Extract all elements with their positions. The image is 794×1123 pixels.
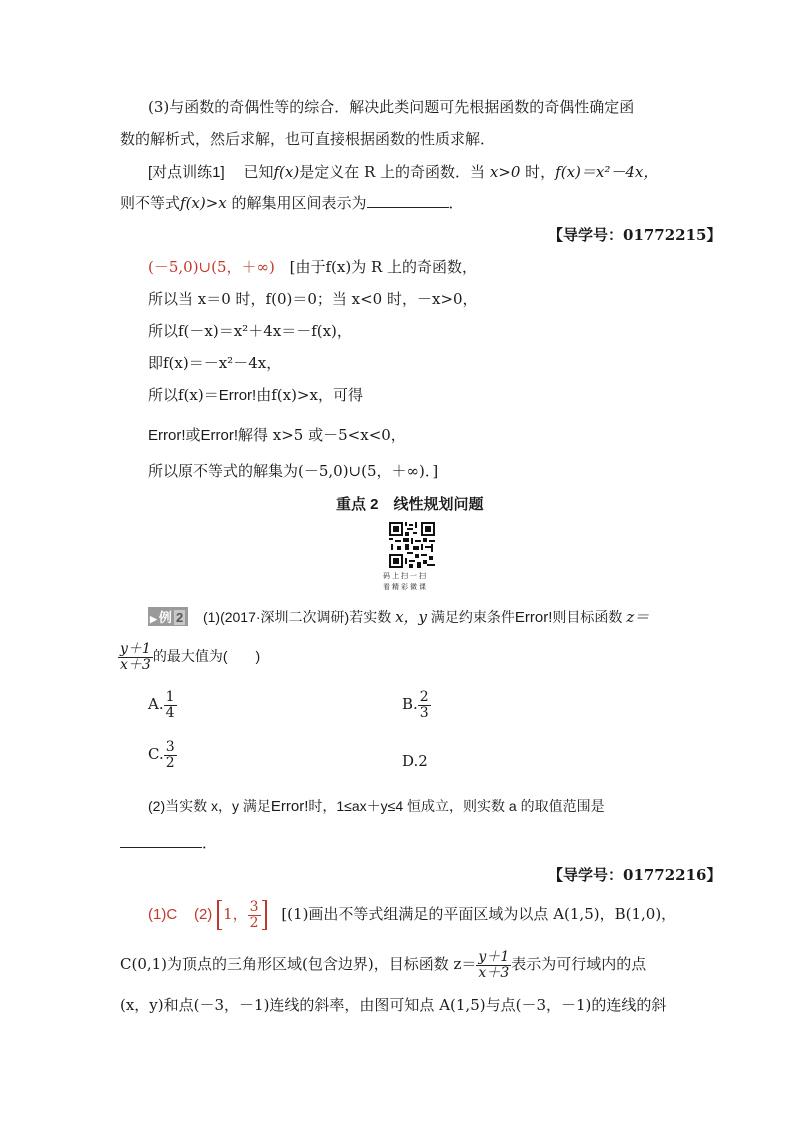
qr-caption-2: 看精彩微课 [383, 583, 428, 591]
paragraph-3-line1: (3)与函数的奇偶性等的综合．解决此类问题可先根据函数的奇偶性确定函 [148, 98, 635, 116]
answer2-line1: (1)C (2) 1， $\frac{3}{2}$ [(1)画出不等式组满足的平面区域为以点 A(1,5)，B(1,0)， [148, 899, 677, 931]
answer2-line2: C(0,1)为顶点的三角形区域(包含边界)，目标函数 z＝ $\frac{y+1}{x+3}$ 表示为可行域内的点 [120, 949, 647, 981]
answer1-line1: (－5,0)∪(5，＋∞) [由于f(x)为 R 上的奇函数， [148, 258, 478, 276]
answer1-line6: Error!或Error!解得 x>5 或－5<x<0， [148, 426, 406, 444]
answer1-line7: 所以原不等式的解集为(－5,0)∪(5，＋∞)．] [148, 462, 439, 480]
answer1-result: (－5,0)∪(5，＋∞) [148, 258, 275, 276]
answer2-part1: (1)C [148, 906, 178, 924]
training-question-line2: 则不等式f(x)>x 的解集用区间表示为 ． [120, 194, 464, 212]
guide-number-1: 【导学号：01772215】 [548, 226, 722, 244]
example-badge: ▶ 例 2 [148, 607, 188, 626]
answer2-interval: 1， $\frac{3}{2}$ [217, 900, 266, 930]
qr-caption-1: 码上扫一扫 [383, 572, 428, 580]
answer1-line4: 即f(x)＝－x²－4x， [148, 354, 282, 372]
example-question2-line2: ． [120, 832, 217, 853]
error-placeholder: Error! [218, 387, 257, 404]
answer2-line3: (x，y)和点(－3，－1)连线的斜率，由图可知点 A(1,5)与点(－3，－1)的连线的斜 [120, 996, 667, 1014]
example-question2-line1: (2)当实数 x，y 满足Error!时，1≤ax＋y≤4 恒成立，则实数 a 的取值范围是 [148, 798, 605, 815]
answer1-line3: 所以f(－x)＝x²＋4x＝－f(x)， [148, 322, 352, 340]
guide-number-2: 【导学号：01772216】 [548, 866, 722, 884]
answer-blank-2 [120, 833, 202, 848]
answer1-line5: 所以f(x)＝Error!由f(x)>x，可得 [148, 386, 363, 404]
section-title: 重点 2 线性规划问题 [336, 496, 484, 513]
answer1-line2: 所以当 x＝0 时，f(0)＝0；当 x<0 时，－x>0， [148, 290, 478, 308]
example-question-line1: ▶ 例 2 (1)(2017·深圳二次调研)若实数 x，y 满足约束条件Error!则目标函数 z＝ [150, 608, 650, 626]
training-label: [对点训练1] [148, 164, 225, 181]
paragraph-3-line2: 数的解析式，然后求解，也可直接根据函数的性质求解． [120, 130, 496, 148]
objective-fraction: $\frac{y+1}{x+3}$ [120, 641, 151, 673]
example-question-line2: $\frac{y+1}{x+3}$ 的最大值为( ) [120, 641, 261, 673]
option-d[interactable]: D.2 [402, 752, 428, 770]
qr-code-icon[interactable] [389, 522, 435, 568]
option-c[interactable]: C. $\frac{3}{2}$ [148, 739, 175, 771]
training-question-line1: [对点训练1] 已知f(x)是定义在 R 上的奇函数．当 x>0 时，f(x)＝x²－4x， [148, 163, 659, 181]
option-a[interactable]: A. $\frac{1}{4}$ [148, 689, 175, 721]
answer-blank [367, 193, 449, 208]
option-b[interactable]: B. $\frac{2}{3}$ [402, 689, 429, 721]
